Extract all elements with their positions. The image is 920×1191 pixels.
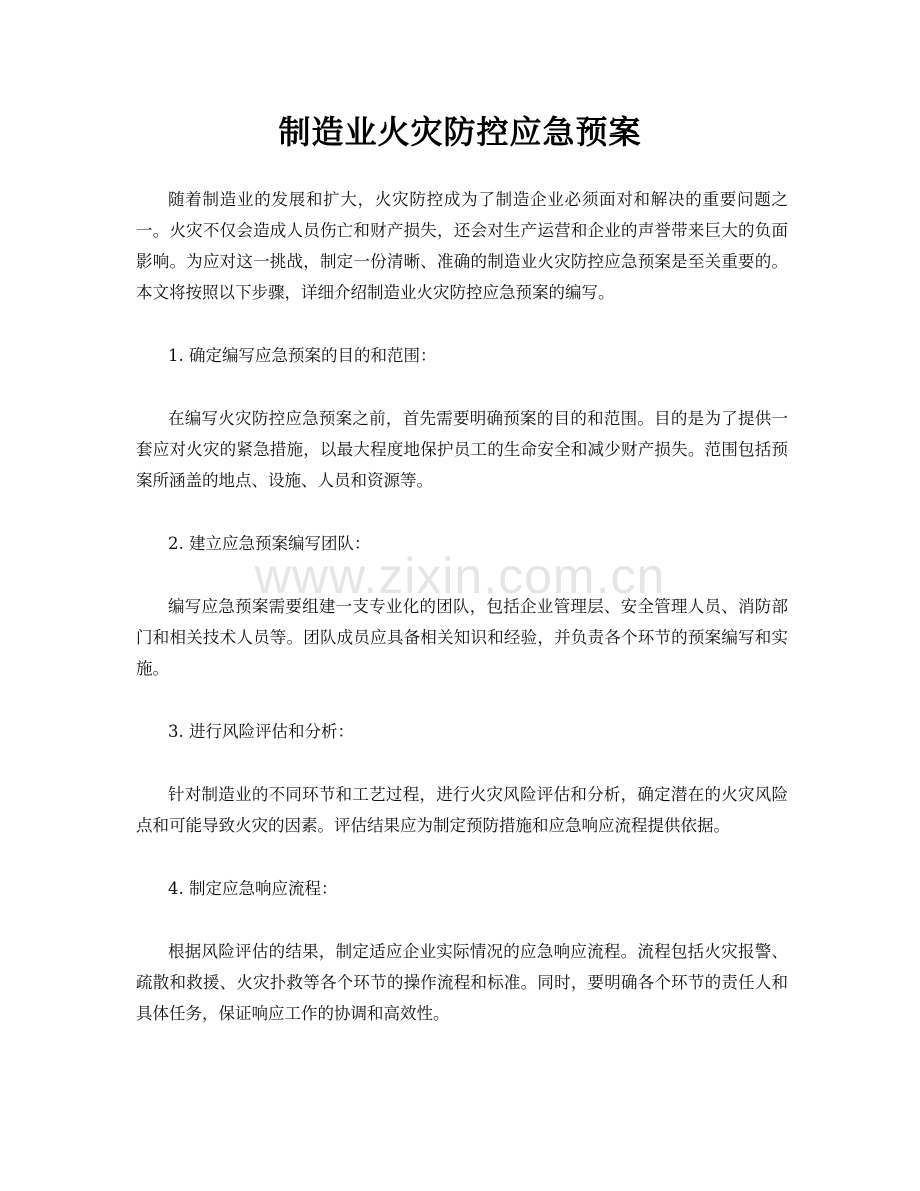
section-heading-4: 4. 制定应急响应流程： <box>168 879 338 898</box>
section-body-2: 编写应急预案需要组建一支专业化的团队，包括企业管理层、安全管理人员、消防部门和相关技术人员等。团队成员应具备相关知识和经验，并负责各个环节的预案编写和实施。 <box>136 597 788 678</box>
document-body <box>136 184 788 1061</box>
section-heading-2: 2. 建立应急预案编写团队： <box>168 534 371 553</box>
section-heading-1: 1. 确定编写应急预案的目的和范围： <box>168 346 437 365</box>
section-body-1: 在编写火灾防控应急预案之前，首先需要明确预案的目的和范围。目的是为了提供一套应对火灾的紧急措施，以最大程度地保护员工的生命安全和减少财产损失。范围包括预案所涵盖的地点、设施、人员和资源等。 <box>136 409 788 490</box>
intro-paragraph: 随着制造业的发展和扩大，火灾防控成为了制造企业必须面对和解决的重要问题之一。火灾不仅会造成人员伤亡和财产损失，还会对生产运营和企业的声誉带来巨大的负面影响。为应对这一挑战，制定一份清晰、准确的制造业火灾防控应急预案是至关重要的。本文将按照以下步骤，详细介绍制造业火灾防控应急预案的编写。 <box>136 190 788 302</box>
document-title: 制造业火灾防控应急预案 <box>278 113 642 151</box>
watermark-text: www.zixin.com.cn <box>254 548 666 604</box>
section-body-4: 根据风险评估的结果，制定适应企业实际情况的应急响应流程。流程包括火灾报警、疏散和救援、火灾扑救等各个环节的操作流程和标准。同时，要明确各个环节的责任人和具体任务，保证响应工作的协调和高效性。 <box>136 942 788 1023</box>
section-body-3: 针对制造业的不同环节和工艺过程，进行火灾风险评估和分析，确定潜在的火灾风险点和可能导致火灾的因素。评估结果应为制定预防措施和应急响应流程提供依据。 <box>136 785 788 835</box>
section-heading-3: 3. 进行风险评估和分析： <box>168 722 354 741</box>
